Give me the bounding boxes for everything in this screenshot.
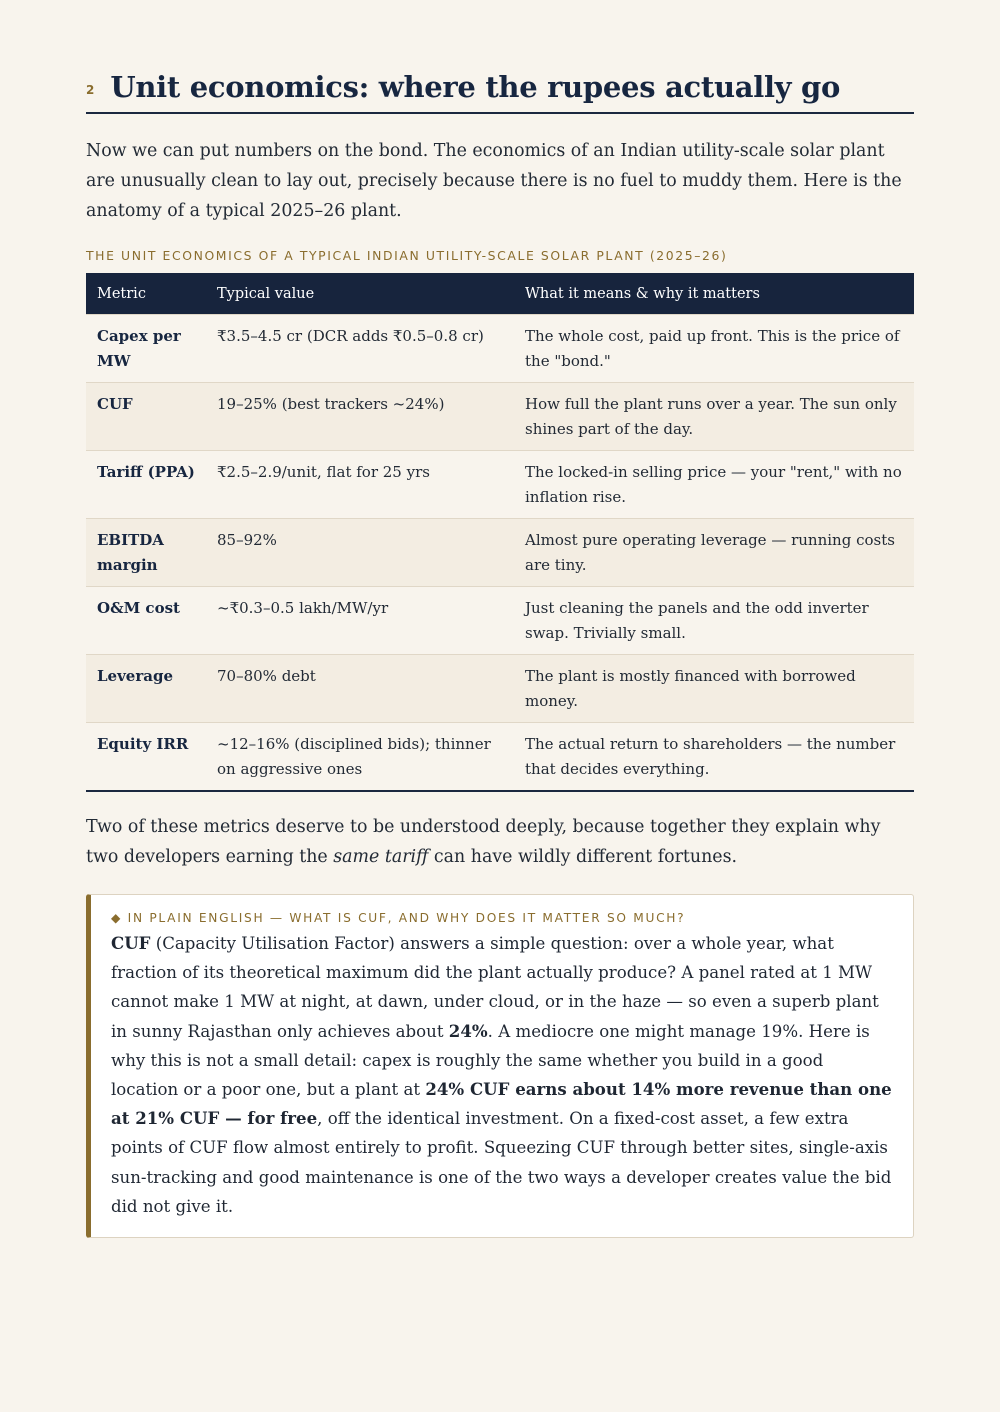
metric-cell: Capex per MW — [86, 315, 206, 383]
callout-bold-1: 24% — [448, 1020, 488, 1041]
meaning-cell: The plant is mostly financed with borrowed money. — [514, 655, 914, 723]
callout-body — [111, 929, 893, 1221]
metric-cell: EBITDA margin — [86, 519, 206, 587]
table-header-row — [86, 273, 914, 315]
table-caption: THE UNIT ECONOMICS OF A TYPICAL INDIAN UTILITY-SCALE SOLAR PLANT (2025–26) — [86, 248, 728, 263]
column-header-metric: Metric — [86, 273, 206, 315]
value-cell: ₹2.5–2.9/unit, flat for 25 yrs — [206, 451, 514, 519]
callout-text-2: . A mediocre one might manage 19%. Here is why this is not a small detail: capex is roughly the same whether you build in a good location or a poor one, but a plant at — [111, 1021, 870, 1100]
section-number: 2 — [86, 83, 95, 97]
metric-cell: Leverage — [86, 655, 206, 723]
intro-paragraph: Now we can put numbers on the bond. The economics of an Indian utility-scale solar plant are unusually clean to lay out, precisely because there is no fuel to muddy them. Here is the anatomy of a typical 2025–26 plant. — [86, 141, 902, 221]
meaning-cell: Just cleaning the panels and the odd inverter swap. Trivially small. — [514, 587, 914, 655]
value-cell: 85–92% — [206, 519, 514, 587]
callout-text-3: , off the identical investment. On a fixed-cost asset, a few extra points of CUF flow almost entirely to profit. Squeezing CUF through better sites, single-axis sun-tracking and good maintenance is one of the two ways a developer creates value the bid did not give it. — [111, 1109, 892, 1216]
table-row — [86, 383, 914, 451]
followup-text-end: can have wildly different fortunes. — [428, 847, 738, 867]
value-cell: 19–25% (best trackers ~24%) — [206, 383, 514, 451]
meaning-cell: The locked-in selling price — your "rent," with no inflation rise. — [514, 451, 914, 519]
unit-economics-table — [86, 273, 914, 792]
table-row — [86, 587, 914, 655]
followup-paragraph — [86, 812, 914, 872]
callout-heading: ◆ IN PLAIN ENGLISH — WHAT IS CUF, AND WHY DOES IT MATTER SO MUCH? — [111, 911, 686, 925]
metric-cell: CUF — [86, 383, 206, 451]
metric-cell: Tariff (PPA) — [86, 451, 206, 519]
meaning-cell: How full the plant runs over a year. The sun only shines part of the day. — [514, 383, 914, 451]
table-row — [86, 655, 914, 723]
callout-term: CUF — [111, 933, 151, 953]
page-content — [86, 70, 914, 1238]
section-heading — [86, 70, 914, 114]
plain-english-callout — [86, 894, 914, 1238]
section-title: Unit economics: where the rupees actually go — [110, 70, 841, 104]
value-cell: ₹3.5–4.5 cr (DCR adds ₹0.5–0.8 cr) — [206, 315, 514, 383]
callout-bold-2: 24% CUF earns about 14% more revenue than one at 21% CUF — for free — [111, 1079, 892, 1129]
metric-cell: O&M cost — [86, 587, 206, 655]
column-header-meaning: What it means & why it matters — [514, 273, 914, 315]
meaning-cell: The actual return to shareholders — the number that decides everything. — [514, 723, 914, 792]
table-row — [86, 315, 914, 383]
value-cell: ~12–16% (disciplined bids); thinner on aggressive ones — [206, 723, 514, 792]
meaning-cell: The whole cost, paid up front. This is the price of the "bond." — [514, 315, 914, 383]
followup-emphasis: same tariff — [333, 847, 429, 867]
metric-cell: Equity IRR — [86, 723, 206, 792]
table-row — [86, 451, 914, 519]
followup-text-start: Two of these metrics deserve to be understood deeply, because together they explain why two developers earning the — [86, 817, 881, 867]
column-header-value: Typical value — [206, 273, 514, 315]
table-row — [86, 723, 914, 792]
table-row — [86, 519, 914, 587]
callout-text-1: (Capacity Utilisation Factor) answers a simple question: over a whole year, what fraction of its theoretical maximum did the plant actually produce? A panel rated at 1 MW cannot make 1 MW at night, at dawn, under cloud, or in the haze — so even a superb plant in sunny Rajasthan only achieves about — [111, 934, 879, 1041]
value-cell: 70–80% debt — [206, 655, 514, 723]
meaning-cell: Almost pure operating leverage — running costs are tiny. — [514, 519, 914, 587]
value-cell: ~₹0.3–0.5 lakh/MW/yr — [206, 587, 514, 655]
